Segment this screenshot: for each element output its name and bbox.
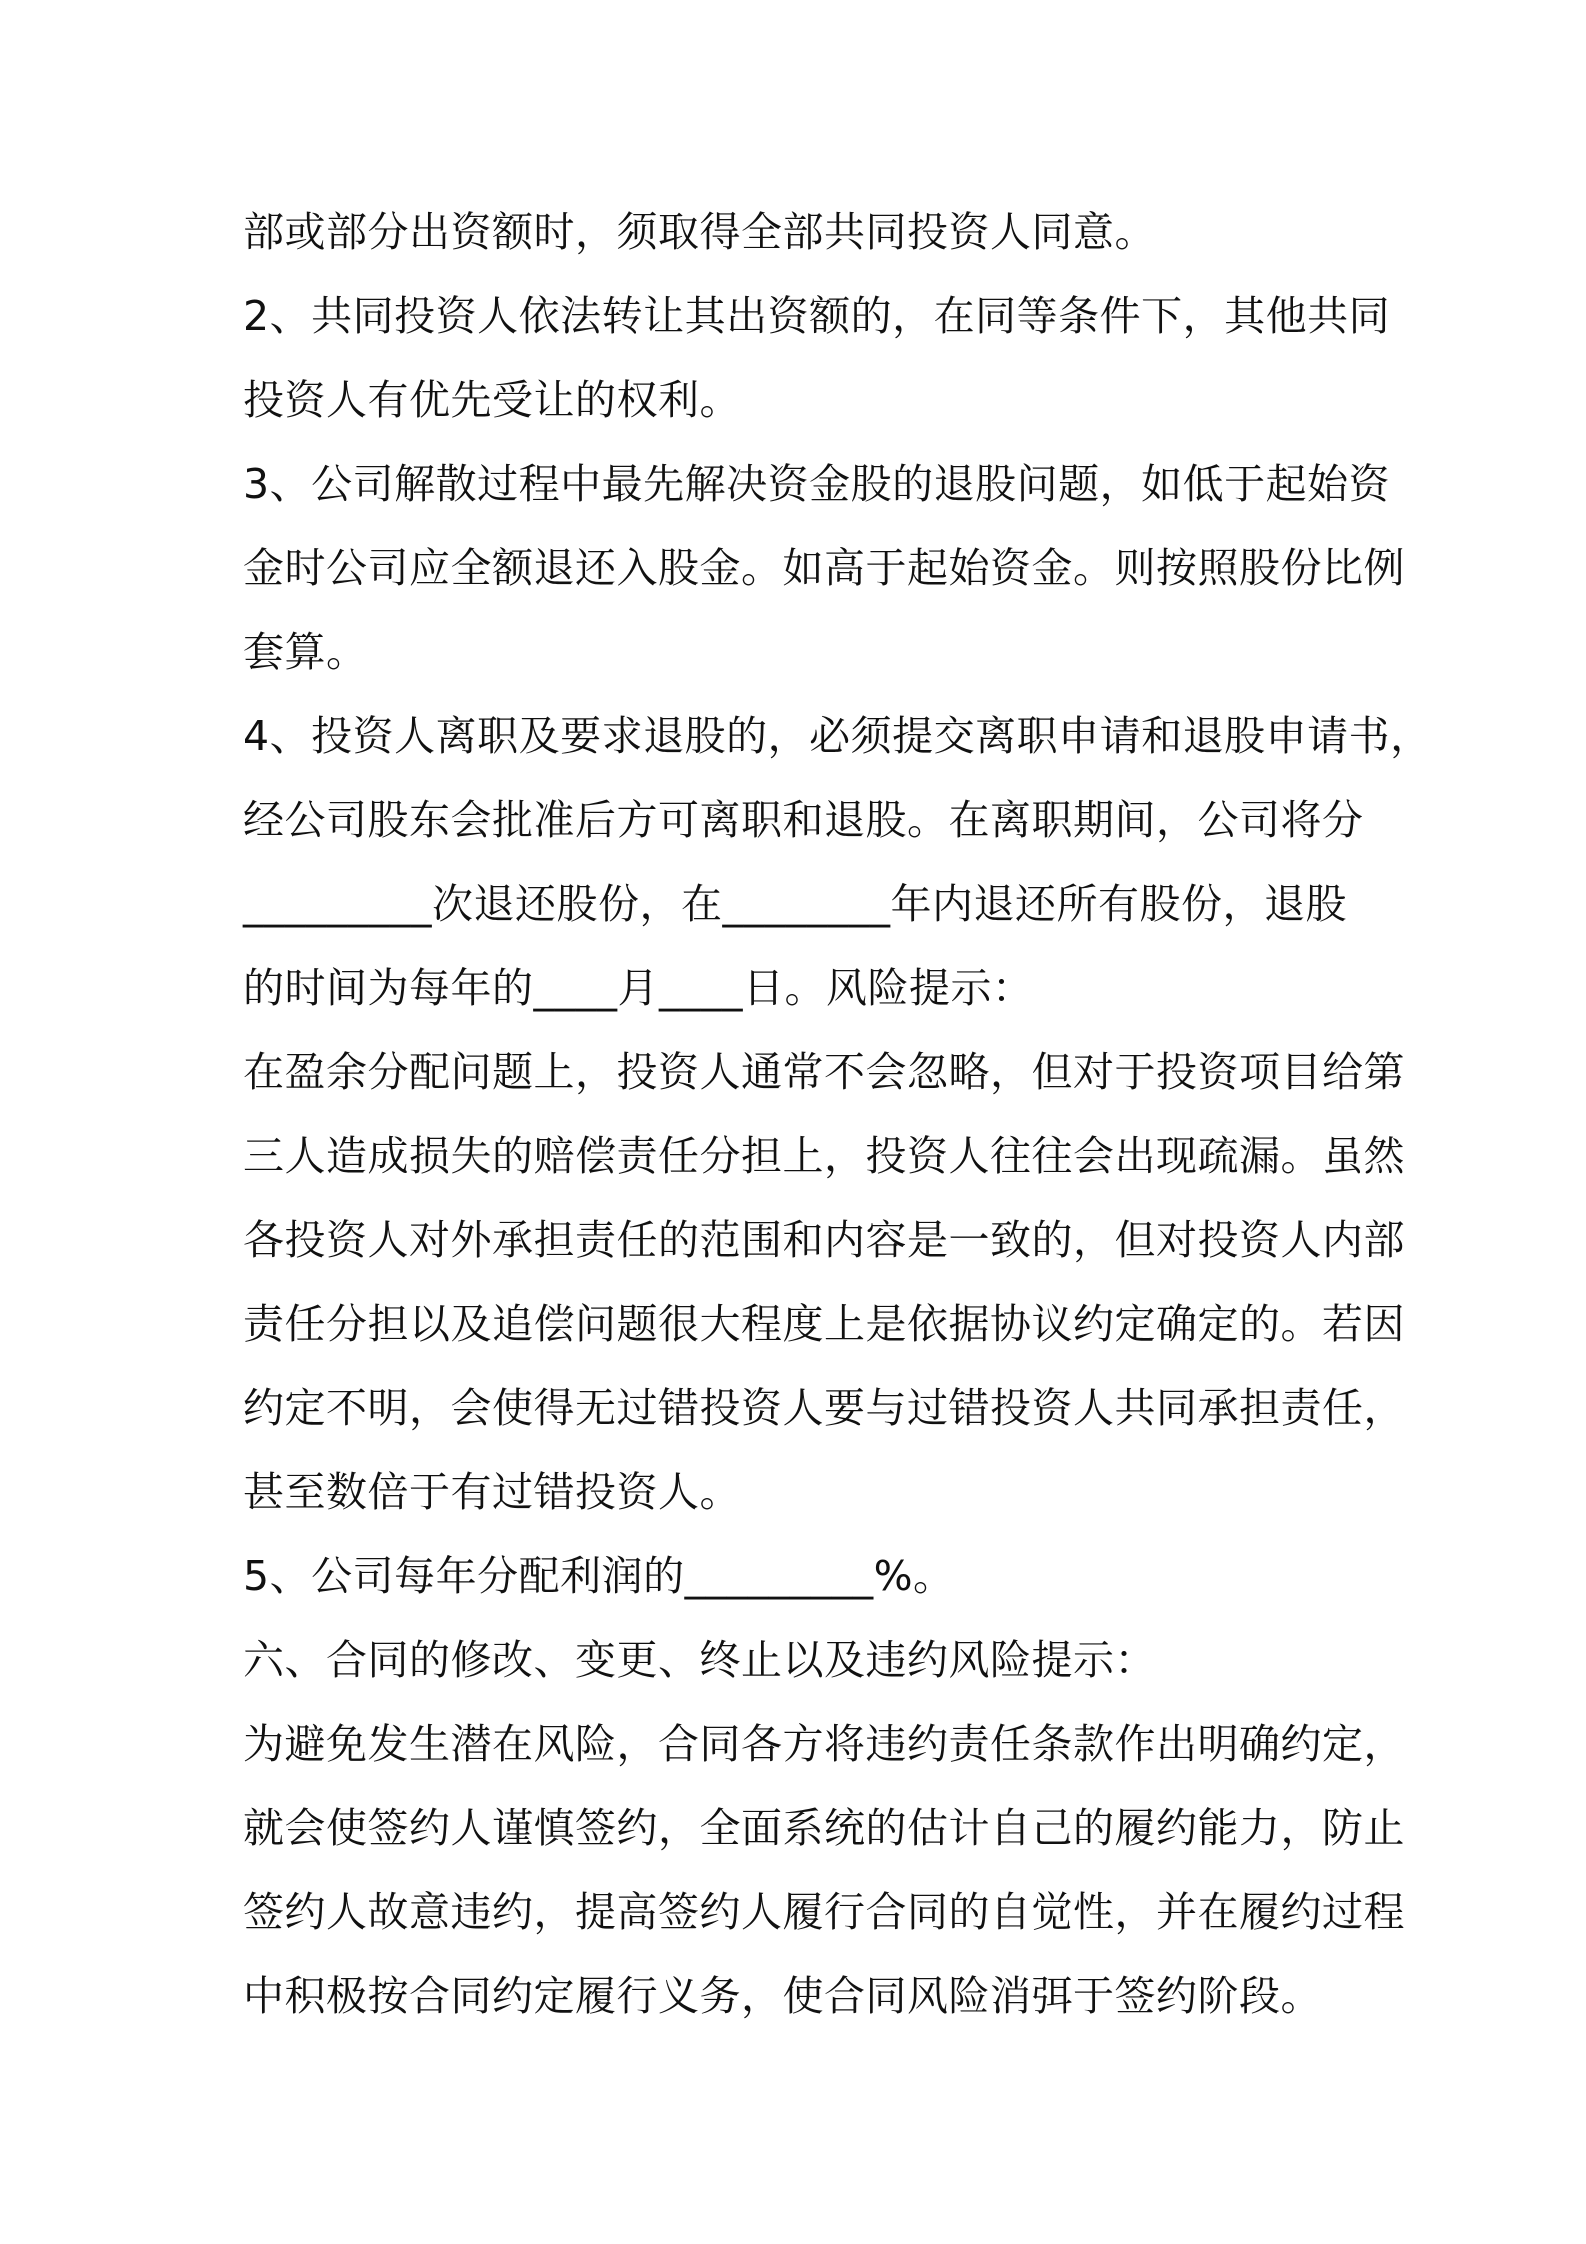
text-line: 责任分担以及追偿问题很大程度上是依据协议约定确定的。若因 [243, 1300, 1405, 1348]
text-line: 为避免发生潜在风险，合同各方将违约责任条款作出明确约定， [243, 1720, 1405, 1768]
text-line: 部或部分出资额时，须取得全部共同投资人同意。 [243, 208, 1156, 256]
text-line: 2、共同投资人依法转让其出资额的，在同等条件下，其他共同 [243, 292, 1391, 340]
text-line: 各投资人对外承担责任的范围和内容是一致的，但对投资人内部 [243, 1216, 1405, 1264]
text-line: 投资人有优先受让的权利。 [243, 376, 741, 424]
text-line: 三人造成损失的赔偿责任分担上，投资人往往会出现疏漏。虽然 [243, 1132, 1405, 1180]
text-line: _________次退还股份，在________年内退还所有股份，退股 [243, 880, 1347, 928]
text-line: 甚至数倍于有过错投资人。 [243, 1468, 741, 1516]
text-line: 在盈余分配问题上，投资人通常不会忽略，但对于投资项目给第 [243, 1048, 1405, 1096]
text-line: 中积极按合同约定履行义务，使合同风险消弭于签约阶段。 [243, 1972, 1322, 2020]
document-body [243, 190, 1432, 2038]
text-line: 5、公司每年分配利润的_________%。 [243, 1552, 955, 1600]
text-line: 金时公司应全额退还入股金。如高于起始资金。则按照股份比例 [243, 544, 1405, 592]
text-line: 套算。 [243, 628, 368, 676]
text-line: 4、投资人离职及要求退股的，必须提交离职申请和退股申请书， [243, 712, 1432, 760]
text-line: 3、公司解散过程中最先解决资金股的退股问题，如低于起始资 [243, 460, 1391, 508]
text-line: 就会使签约人谨慎签约，全面系统的估计自己的履约能力，防止 [243, 1804, 1405, 1852]
text-line: 的时间为每年的____月____日。风险提示： [243, 964, 1034, 1012]
text-line: 经公司股东会批准后方可离职和退股。在离职期间，公司将分 [243, 796, 1364, 844]
text-line: 约定不明，会使得无过错投资人要与过错投资人共同承担责任， [243, 1384, 1405, 1432]
text-line: 签约人故意违约，提高签约人履行合同的自觉性，并在履约过程 [243, 1888, 1405, 1936]
text-line: 六、合同的修改、变更、终止以及违约风险提示： [243, 1636, 1156, 1684]
